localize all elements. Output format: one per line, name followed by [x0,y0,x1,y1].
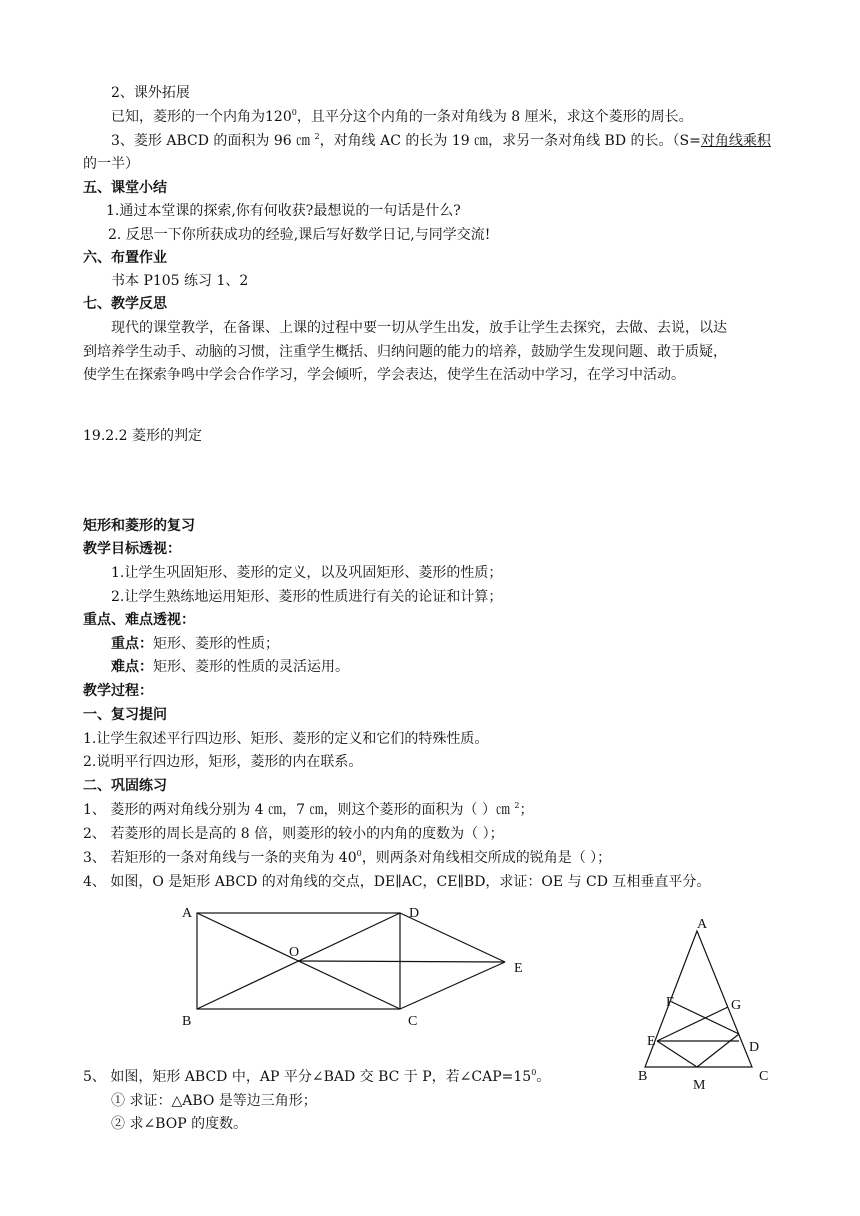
label-d: D [409,906,420,921]
label-a: A [182,906,193,921]
label-m: M [693,1078,706,1093]
exercise-4: 4、 如图，O 是矩形 ABCD 的对角线的交点，DE∥AC，CE∥BD，求证：OE 与 CD 互相垂直平分。 [83,874,711,890]
label-c2: C [759,1069,769,1084]
label-b2: B [638,1069,648,1084]
text: 5、 如图，矩形 ABCD 中，AP 平分∠BAD 交 BC 于 P，若∠CAP=15 [83,1069,532,1085]
segment-ce [400,962,505,1009]
review-question-1: 1.让学生叙述平行四边形、矩形、菱形的定义和它们的特殊性质。 [83,731,489,747]
text: ，则两条对角线相交所成的锐角是（ ）； [361,850,612,866]
exercise-5-part-2: ② 求∠BOP 的度数。 [111,1116,248,1132]
text: 3、 若矩形的一条对角线与一条的夹角为 40 [83,850,357,866]
label-f: F [666,995,674,1010]
segment-oe [298,961,505,962]
label-e: E [514,961,523,976]
label-o: O [289,945,300,960]
heading-goals: 教学目标透视： [83,541,181,557]
text: 矩形、菱形的性质； [153,636,279,652]
text: 1、 菱形的两对角线分别为 4 ㎝，7 ㎝，则这个菱形的面积为（ ）㎝ [83,802,515,818]
rectangle-lines [197,913,505,1009]
label: 难点： [111,659,153,675]
label-c: C [408,1014,418,1029]
superscript: 2 [514,801,520,810]
label: 重点： [111,636,153,652]
reflection-line-3: 使学生在探索争鸣中学会合作学习，学会倾听，学会表达，使学生在活动中学习，在学习中活动。 [83,367,685,383]
text: 。 [536,1069,551,1085]
superscript: 0 [291,108,297,117]
segment-dm [697,1034,739,1067]
text: 矩形、菱形的性质的灵活运用。 [153,659,349,675]
lesson-title: 矩形和菱形的复习 [83,518,195,534]
superscript: 0 [531,1068,537,1077]
text: 3、菱形 ABCD 的面积为 96 ㎝ [111,133,315,149]
segment-em [657,1041,697,1067]
text: ； [519,802,534,818]
reflection-line-1: 现代的课堂教学，在备课、上课的过程中要一切从学生出发，放手让学生去探究，去做、去说，以达 [111,320,727,336]
text: ，且平分这个内角的一条对角线为 8 厘米，求这个菱形的周长。 [296,109,693,125]
summary-item-2: 2. 反思一下你所获成功的经验,课后写好数学日记,与同学交流! [108,227,491,243]
text: ，对角线 AC 的长为 19 ㎝，求另一条对角线 BD 的长。（S= [319,133,701,149]
summary-item-1: 1.通过本堂课的探索,你有何收获?最想说的一句话是什么? [106,203,461,219]
heading-reflection: 七、教学反思 [83,296,167,312]
superscript: 0 [356,849,362,858]
label-g: G [731,998,742,1013]
heading-summary: 五、课堂小结 [83,180,167,196]
text: 的一半） [83,156,139,172]
label-b: B [182,1014,192,1029]
review-question-2: 2.说明平行四边形，矩形，菱形的内在联系。 [83,754,363,770]
label-e2: E [647,1034,656,1049]
text: 2、课外拓展 [111,85,190,101]
superscript: 2 [314,132,320,141]
section-title: 19.2.2 菱形的判定 [83,428,202,444]
underlined-text: 对角线乘积 [700,133,771,149]
heading-homework: 六、布置作业 [83,250,167,266]
heading-practice: 二、巩固练习 [83,778,167,794]
text: 已知，菱形的一个内角为120 [111,109,292,125]
label-d2: D [749,1040,760,1055]
reflection-line-2: 到培养学生动手、动脑的习惯，注重学生概括、归纳问题的能力的培养，鼓励学生发现问题、敢于质疑， [83,344,727,360]
heading-process: 教学过程： [83,683,153,699]
homework-text: 书本 P105 练习 1、2 [111,273,249,289]
exercise-5-part-1: ① 求证：△ABO 是等边三角形； [111,1093,317,1109]
heading-key-points: 重点、难点透视： [83,612,195,628]
exercise-2: 2、 若菱形的周长是高的 8 倍，则菱形的较小的内角的度数为（ ）； [83,826,504,842]
goal-1: 1.让学生巩固矩形、菱形的定义，以及巩固矩形、菱形的性质； [111,565,503,581]
goal-2: 2.让学生熟练地运用矩形、菱形的性质进行有关的论证和计算； [111,589,503,605]
heading-review: 一、复习提问 [83,707,167,723]
label-a2: A [697,917,708,932]
exercise-5 [83,1067,550,1087]
